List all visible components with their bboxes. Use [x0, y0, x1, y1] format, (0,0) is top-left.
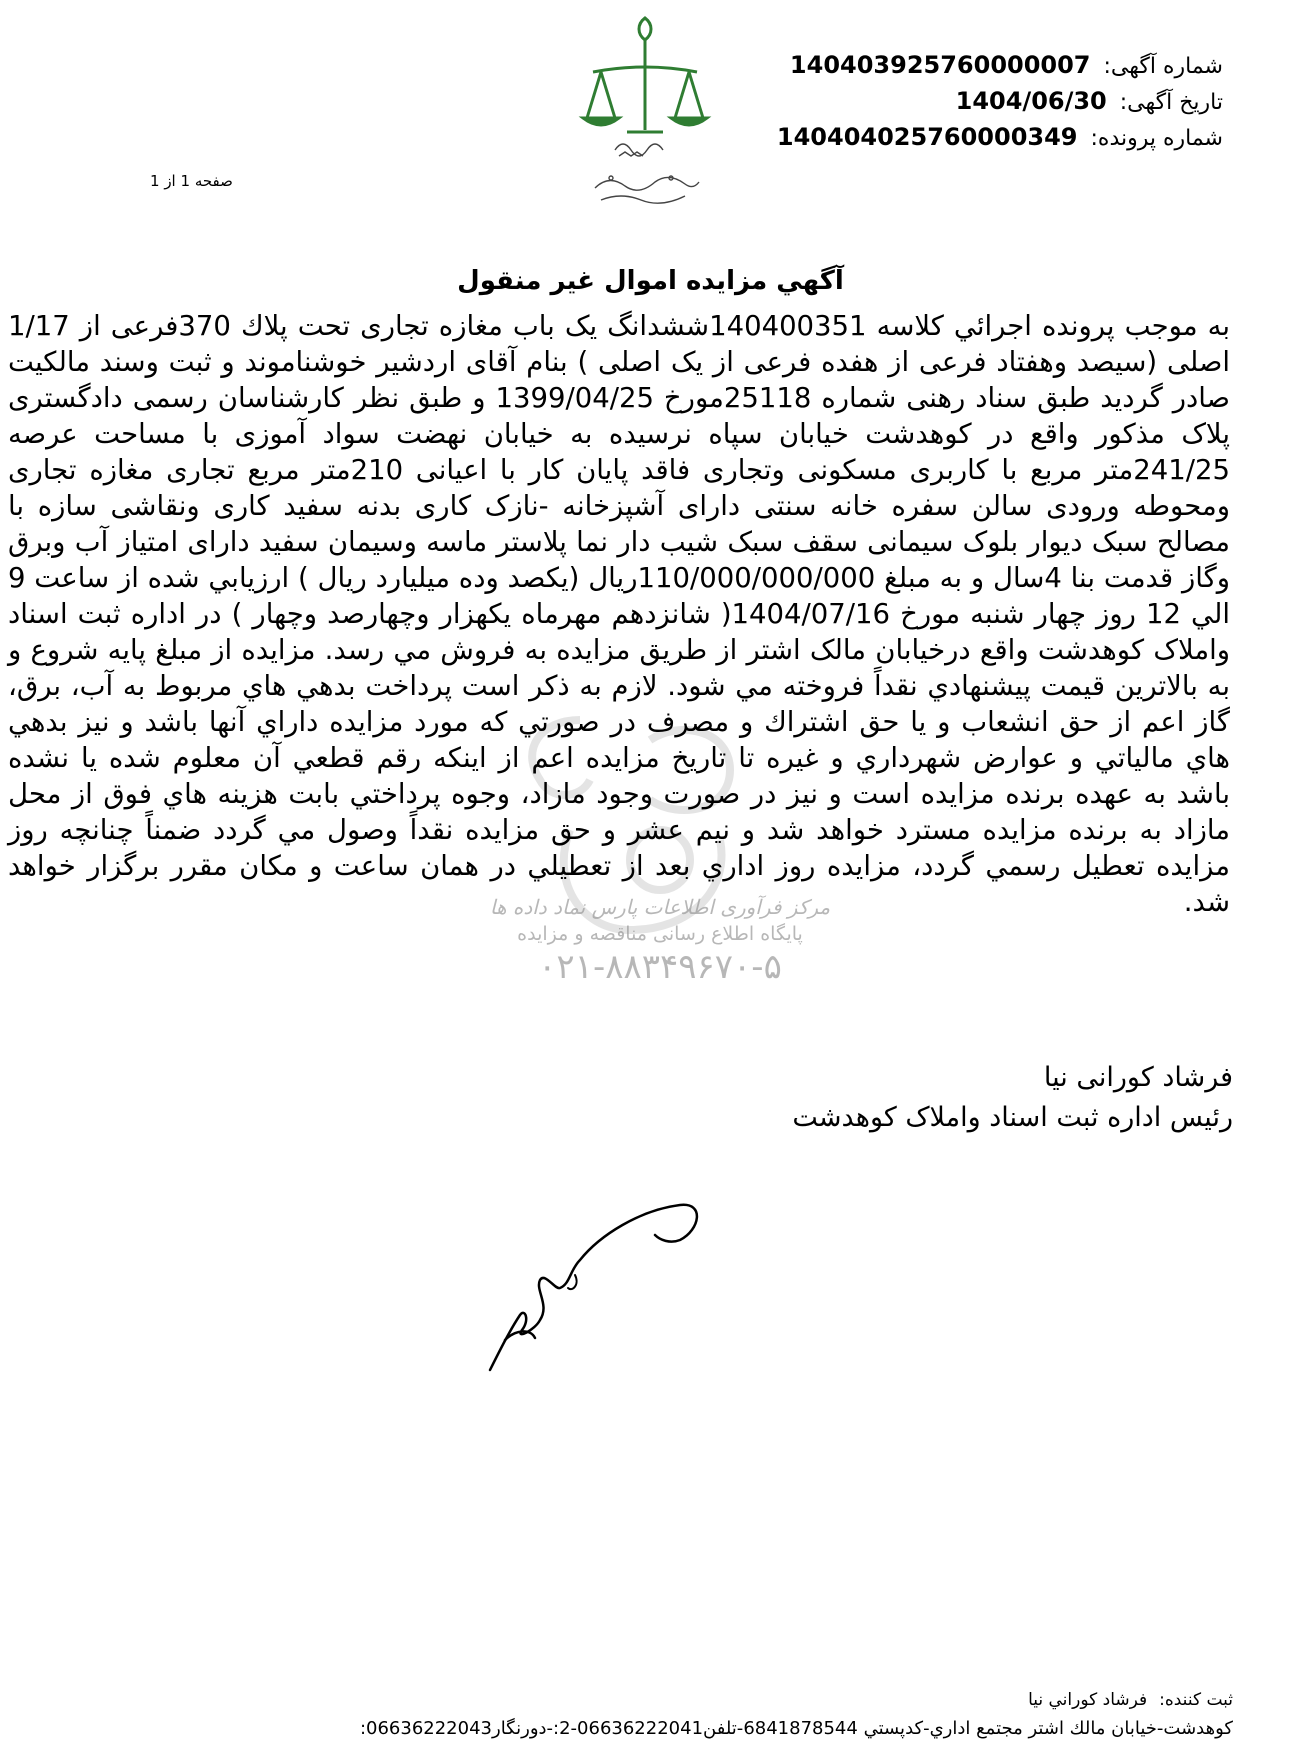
case-number: 140404025760000349: [776, 123, 1078, 151]
notice-meta: [703, 48, 1223, 156]
notice-number-label: شماره آگهی:: [1103, 54, 1223, 79]
notice-body: به موجب پرونده اجرائي كلاسه 140400351ششدانگ یک باب مغازه تجاری تحت پلاك 370فرعی از 1/17 اصلی (سیصد وهفتاد فرعی از هفده فرعی از یک اصلی ) بنام آقای اردشیر خوشناموند و ثبت وسند مالکیت صادر گردید طبق سناد رهنی شماره 25118مورخ 1399/04/25 و طبق نظر کارشناسان رسمی دادگستری پلاک مذکور واقع در کوهدشت خیابان سپاه نرسیده به خیابان نهضت سواد آموزی با مساحت عرصه 241/25متر مربع با کاربری مسکونی وتجاری فاقد پایان کار با اعیانی 210متر مربع تجاری مغازه تجاری ومحوطه ورودی سالن سفره خانه سنتی دارای آشپزخانه -نازک کاری بدنه سفید کاری ونقاشی سازه با مصالح سبک دیوار بلوک سیمانی سقف سبک شیب دار نما پلاستر ماسه وسیمان سفید دارای امتیاز آب وبرق وگاز قدمت بنا 4سال و به مبلغ 110/000/000/000ريال (یکصد وده میلیارد ریال ) ارزيابي شده از ساعت 9 الي 12 روز چهار شنبه مورخ 1404/07/16( شانزدهم مهرماه یکهزار وچهارصد وچهار ) در اداره ثبت اسناد واملاک کوهدشت واقع درخیابان مالک اشتر از طريق مزايده به فروش مي رسد. مزايده از مبلغ پايه شروع و به بالاترين قيمت پيشنهادي نقداً فروخته مي شود. لازم به ذكر است پرداخت بدهي هاي مربوط به آب، برق، گاز اعم از حق انشعاب و يا حق اشتراك و مصرف در صورتي كه مورد مزايده داراي آنها باشد و نيز بدهي هاي مالياتي و عوارض شهرداري و غيره تا تاريخ مزايده اعم از اينكه رقم قطعي آن معلوم شده يا نشده باشد به عهده برنده مزايده است و نيز در صورت وجود مازاد، وجوه پرداختي بابت هزينه هاي فوق از محل مازاد به برنده مزايده مسترد خواهد شد و نيم عشر و حق مزايده نقداً وصول مي گردد ضمناً چنانچه روز مزايده تعطيل رسمي گردد، مزايده روز اداري بعد از تعطيلي در همان ساعت و مكان مقرر برگزار خواهد شد.: [8, 310, 1231, 918]
page-info: صفحه 1 از 1: [150, 172, 233, 190]
handwritten-signature-icon: [480, 1180, 720, 1380]
notice-number: 140403925760000007: [789, 51, 1091, 79]
document-title: آگهي مزايده اموال غير منقول: [457, 266, 844, 296]
signatory-name: فرشاد کورانی نیا: [1043, 1062, 1233, 1093]
signature-block: [792, 1058, 1233, 1138]
registrar-name: فرشاد كوراني نيا: [1028, 1690, 1148, 1710]
signatory-position: رئیس اداره ثبت اسناد واملاک کوهدشت: [792, 1102, 1233, 1133]
notice-number-row: [703, 48, 1223, 84]
notice-date: 1404/06/30: [955, 87, 1107, 115]
case-number-label: شماره پرونده:: [1090, 126, 1223, 151]
watermark-line1: مرکز فرآوری اطلاعات پارس نماد داده ها: [489, 895, 831, 919]
notice-date-row: [703, 84, 1223, 120]
notice-date-label: تاریخ آگهی:: [1119, 90, 1223, 115]
footer-address: کوهدشت-خیابان مالك اشتر مجتمع اداري-كدپستي 6841878544-تلفن06636222041-2:-دورنگار06636222043:: [359, 1718, 1233, 1739]
registrar-label: ثبت كننده:: [1159, 1690, 1233, 1710]
judiciary-emblem-icon: [575, 10, 715, 220]
watermark-line2: پایگاه اطلاع رسانی مناقصه و مزایده: [517, 923, 803, 945]
registrar: [1028, 1690, 1233, 1710]
watermark-phone: ۰۲۱-۸۸۳۴۹۶۷۰-۵: [538, 947, 782, 987]
case-number-row: [703, 120, 1223, 156]
